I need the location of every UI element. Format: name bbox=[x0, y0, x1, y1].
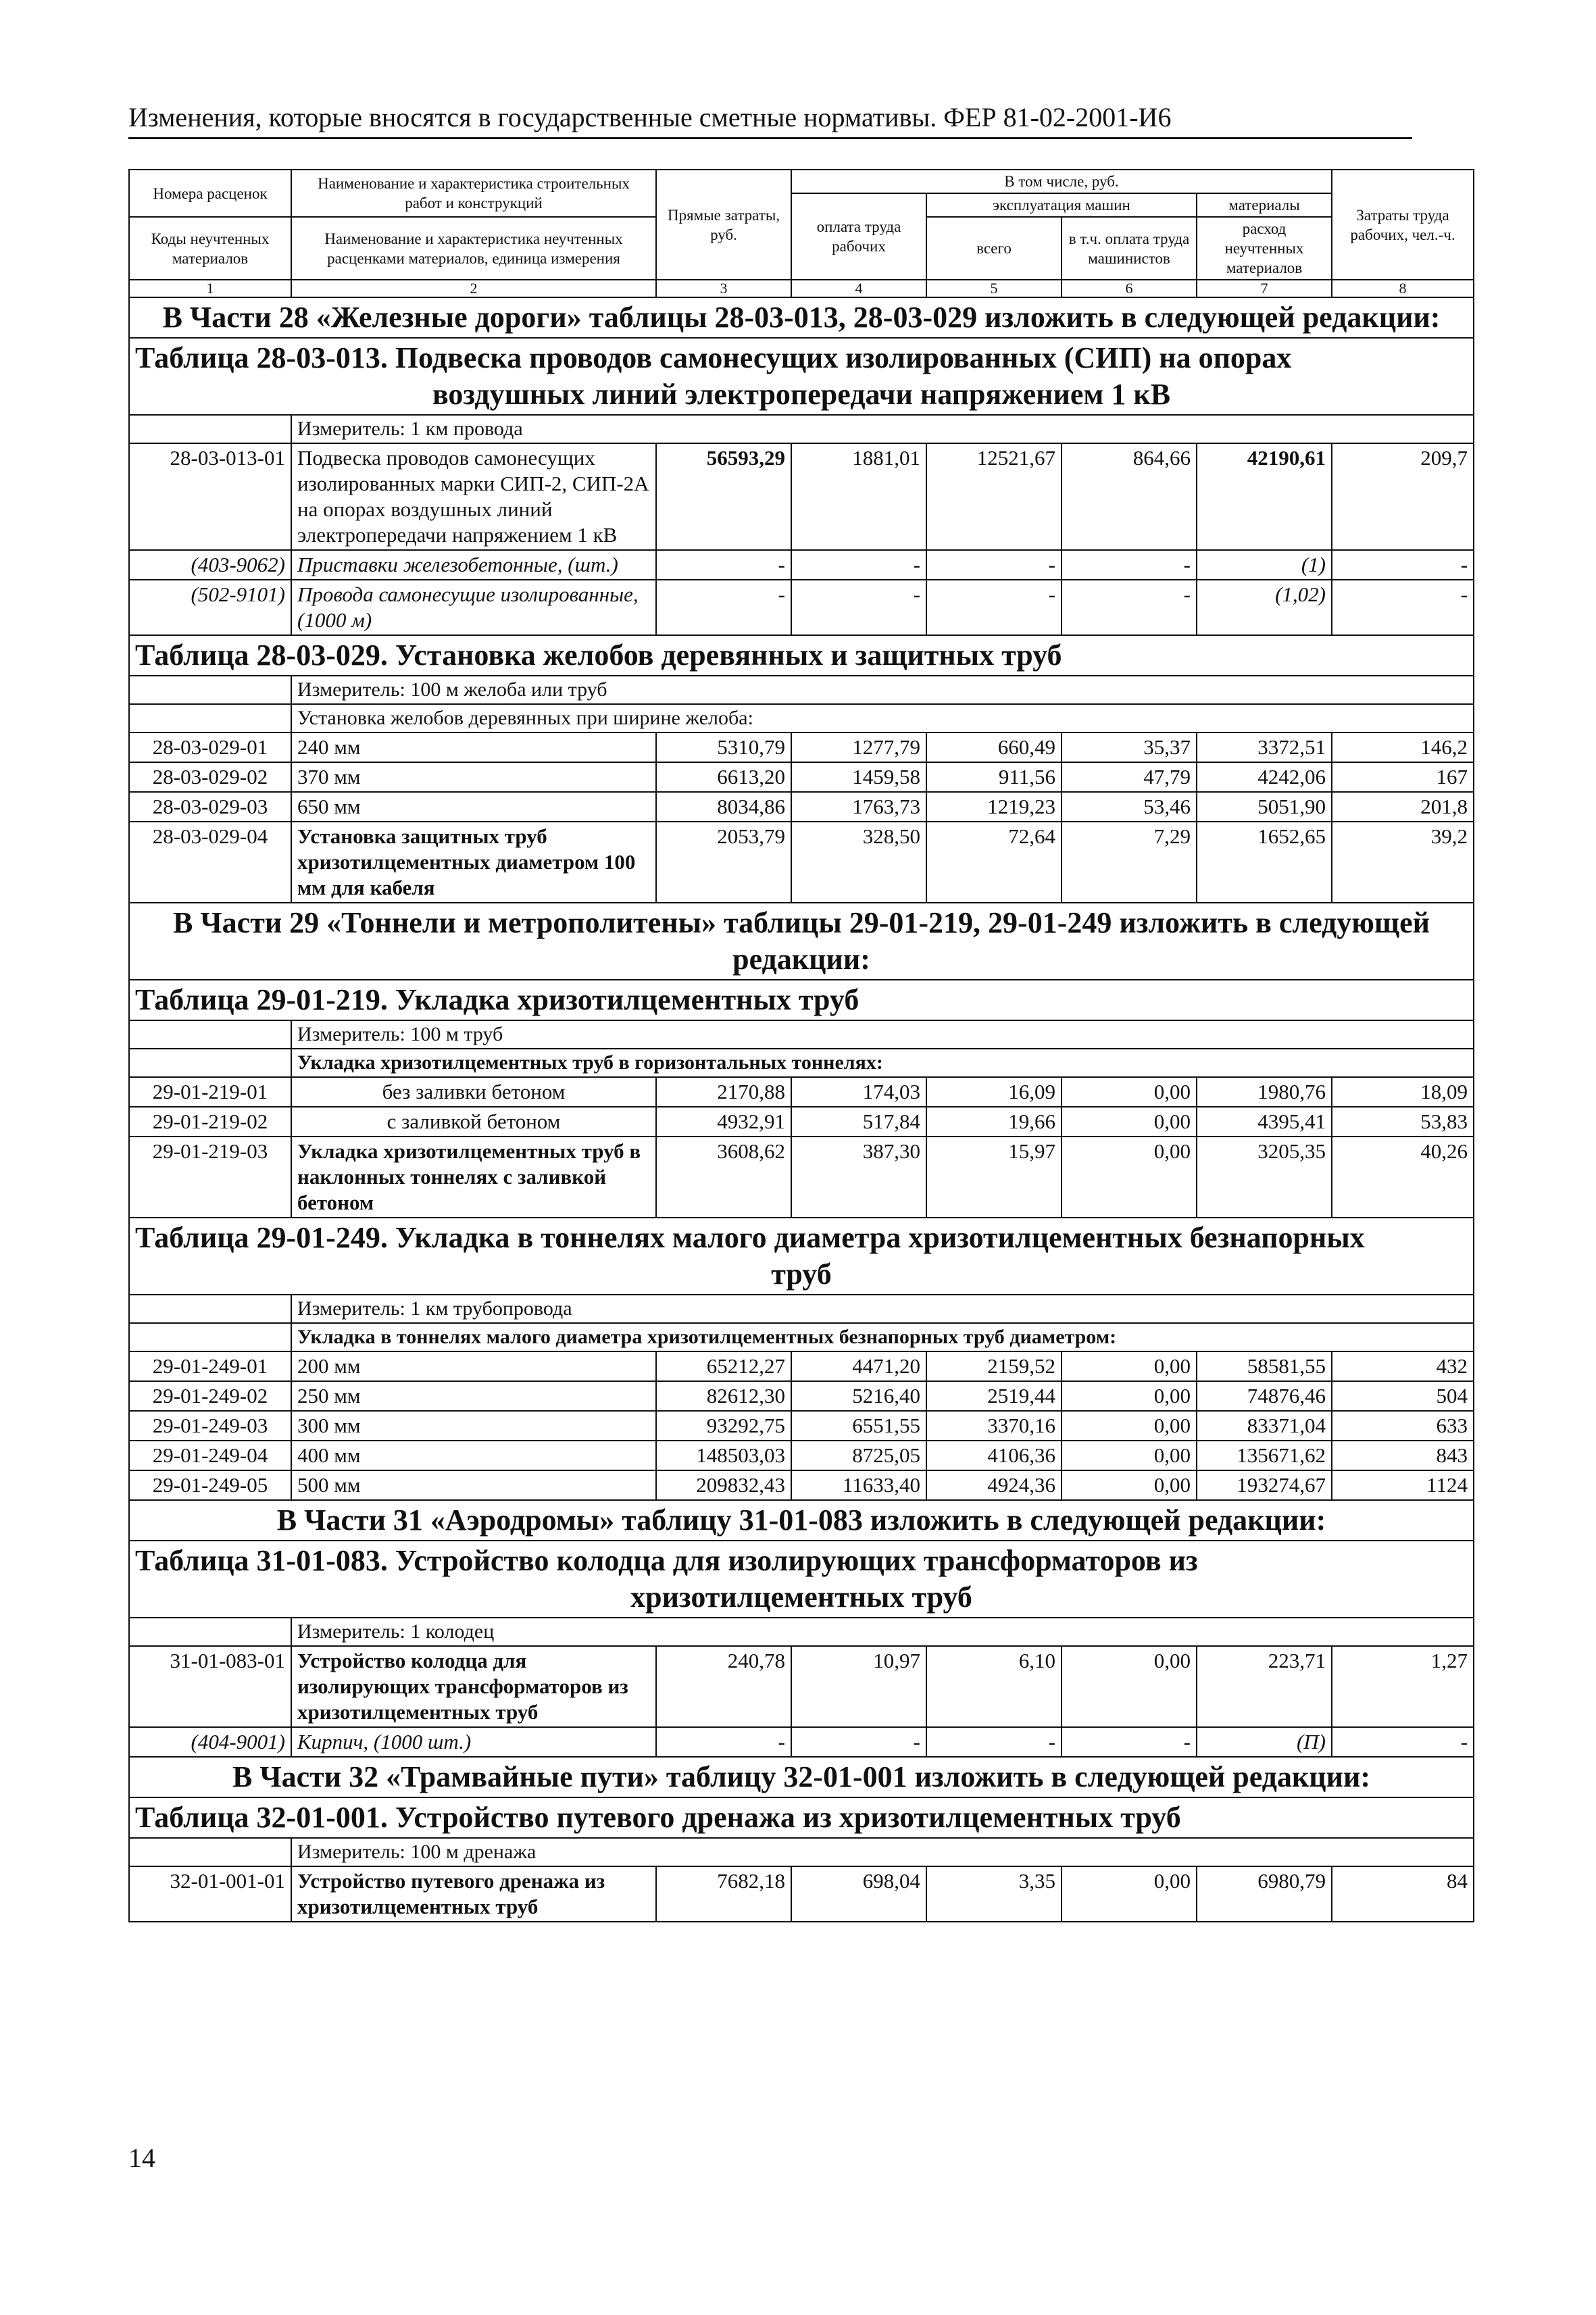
measure-row bbox=[129, 1020, 1474, 1049]
table-title-29-01-249 bbox=[129, 1218, 1474, 1295]
labor-hours: 209,7 bbox=[1332, 443, 1474, 550]
rate-code: 29-01-249-04 bbox=[129, 1441, 291, 1470]
rate-code: 28-03-029-04 bbox=[129, 822, 291, 903]
col-header-labor-hours: Затраты труда рабочих, чел.-ч. bbox=[1332, 170, 1474, 280]
materials-cost: 5051,90 bbox=[1197, 792, 1332, 822]
materials-cost: 83371,04 bbox=[1197, 1411, 1332, 1441]
machines-total: 4106,36 bbox=[926, 1441, 1062, 1470]
materials-cost: 3205,35 bbox=[1197, 1137, 1332, 1218]
materials-cost: 58581,55 bbox=[1197, 1351, 1332, 1381]
page-number: 14 bbox=[128, 2143, 155, 2173]
worker-pay: 174,03 bbox=[791, 1077, 926, 1107]
col-header-including: В том числе, руб. bbox=[791, 170, 1332, 193]
table-title-continuation: хризотилцементных труб bbox=[630, 1580, 972, 1614]
work-name: Устройство путевого дренажа из хризотилцементных труб bbox=[291, 1866, 656, 1922]
work-name: Установка защитных труб хризотилцементных диаметром 100 мм для кабеля bbox=[291, 822, 656, 903]
dash: - bbox=[926, 550, 1062, 580]
rate-code: 31-01-083-01 bbox=[129, 1646, 291, 1727]
table-title-text: Таблица 28-03-013. Подвеска проводов самонесущих изолированных (СИП) на опорах bbox=[135, 341, 1292, 374]
operator-pay: 7,29 bbox=[1062, 822, 1197, 903]
material-code: (404-9001) bbox=[129, 1727, 291, 1757]
machines-total: 6,10 bbox=[926, 1646, 1062, 1727]
work-name: 200 мм bbox=[291, 1351, 656, 1381]
worker-pay: 387,30 bbox=[791, 1137, 926, 1218]
worker-pay: 11633,40 bbox=[791, 1470, 926, 1500]
worker-pay: 8725,05 bbox=[791, 1441, 926, 1470]
work-name: 650 мм bbox=[291, 792, 656, 822]
dash: - bbox=[656, 550, 791, 580]
dash: - bbox=[791, 580, 926, 635]
table-row bbox=[129, 762, 1474, 792]
col-header-rate-numbers: Номера расценок bbox=[129, 170, 291, 217]
measure-row bbox=[129, 1838, 1474, 1866]
header-row-1 bbox=[129, 170, 1474, 193]
machines-total: 4924,36 bbox=[926, 1470, 1062, 1500]
table-title-row bbox=[129, 635, 1474, 676]
measure-unit: Измеритель: 100 м желоба или труб bbox=[291, 676, 1474, 704]
table-title-text: Таблица 29-01-249. Укладка в тоннелях малого диаметра хризотилцементных безнапорных bbox=[135, 1221, 1365, 1254]
table-row bbox=[129, 443, 1474, 550]
worker-pay: 1763,73 bbox=[791, 792, 926, 822]
material-quantity: (1,02) bbox=[1197, 580, 1332, 635]
labor-hours: 432 bbox=[1332, 1351, 1474, 1381]
machines-total: 12521,67 bbox=[926, 443, 1062, 550]
table-row bbox=[129, 1411, 1474, 1441]
dash: - bbox=[656, 1727, 791, 1757]
table-row bbox=[129, 1646, 1474, 1727]
col-header-operator-pay: в т.ч. оплата труда машинистов bbox=[1062, 217, 1197, 280]
section-heading-row bbox=[129, 1757, 1474, 1797]
labor-hours: 84 bbox=[1332, 1866, 1474, 1922]
work-name: 370 мм bbox=[291, 762, 656, 792]
materials-cost: 223,71 bbox=[1197, 1646, 1332, 1727]
section-heading-row bbox=[129, 903, 1474, 980]
rate-code: 29-01-249-05 bbox=[129, 1470, 291, 1500]
materials-cost: 135671,62 bbox=[1197, 1441, 1332, 1470]
dash: - bbox=[791, 550, 926, 580]
table-title-row bbox=[129, 1797, 1474, 1838]
measure-unit: Измеритель: 1 колодец bbox=[291, 1618, 1474, 1646]
measure-unit: Измеритель: 100 м дренажа bbox=[291, 1838, 1474, 1866]
rate-code: 29-01-219-03 bbox=[129, 1137, 291, 1218]
rate-code: 29-01-219-02 bbox=[129, 1107, 291, 1137]
table-row bbox=[129, 1077, 1474, 1107]
materials-cost: 6980,79 bbox=[1197, 1866, 1332, 1922]
worker-pay: 517,84 bbox=[791, 1107, 926, 1137]
table-row bbox=[129, 732, 1474, 762]
dash: - bbox=[926, 580, 1062, 635]
material-quantity: (П) bbox=[1197, 1727, 1332, 1757]
operator-pay: 0,00 bbox=[1062, 1381, 1197, 1411]
labor-hours: 1124 bbox=[1332, 1470, 1474, 1500]
labor-hours: 201,8 bbox=[1332, 792, 1474, 822]
material-code: (502-9101) bbox=[129, 580, 291, 635]
operator-pay: 0,00 bbox=[1062, 1351, 1197, 1381]
rate-code: 28-03-029-01 bbox=[129, 732, 291, 762]
work-name: Укладка хризотилцементных труб в наклонных тоннелях с заливкой бетоном bbox=[291, 1137, 656, 1218]
labor-hours: 167 bbox=[1332, 762, 1474, 792]
table-title-continuation: воздушных линий электропередачи напряжением 1 кВ bbox=[432, 378, 1171, 411]
operator-pay: 35,37 bbox=[1062, 732, 1197, 762]
measure-row bbox=[129, 676, 1474, 704]
dash: - bbox=[1062, 550, 1197, 580]
col-number: 3 bbox=[656, 280, 791, 297]
material-quantity: (1) bbox=[1197, 550, 1332, 580]
direct-costs: 7682,18 bbox=[656, 1866, 791, 1922]
machines-total: 660,49 bbox=[926, 732, 1062, 762]
work-name: 300 мм bbox=[291, 1411, 656, 1441]
labor-hours: 633 bbox=[1332, 1411, 1474, 1441]
dash: - bbox=[791, 1727, 926, 1757]
operator-pay: 53,46 bbox=[1062, 792, 1197, 822]
rate-code: 32-01-001-01 bbox=[129, 1866, 291, 1922]
worker-pay: 1881,01 bbox=[791, 443, 926, 550]
table-title-row bbox=[129, 338, 1474, 415]
col-header-machines: эксплуатация машин bbox=[926, 193, 1197, 217]
labor-hours: 1,27 bbox=[1332, 1646, 1474, 1727]
labor-hours: 504 bbox=[1332, 1381, 1474, 1411]
materials-cost: 1980,76 bbox=[1197, 1077, 1332, 1107]
dash: - bbox=[656, 580, 791, 635]
section-heading-part-32: В Части 32 «Трамвайные пути» таблицу 32-01-001 изложить в следующей редакции: bbox=[129, 1757, 1474, 1797]
table-title-28-03-013 bbox=[129, 338, 1474, 415]
table-title-continuation: труб bbox=[771, 1258, 832, 1291]
labor-hours: 39,2 bbox=[1332, 822, 1474, 903]
table-row bbox=[129, 792, 1474, 822]
material-row bbox=[129, 1727, 1474, 1757]
table-title-row bbox=[129, 1541, 1474, 1618]
dash: - bbox=[926, 1727, 1062, 1757]
work-name: 240 мм bbox=[291, 732, 656, 762]
table-title-29-01-219: Таблица 29-01-219. Укладка хризотилцементных труб bbox=[129, 980, 1474, 1020]
rate-code: 28-03-029-02 bbox=[129, 762, 291, 792]
col-header-worker-pay: оплата труда рабочих bbox=[791, 193, 926, 280]
machines-total: 3370,16 bbox=[926, 1411, 1062, 1441]
direct-costs: 8034,86 bbox=[656, 792, 791, 822]
col-header-direct-costs: Прямые затраты, руб. bbox=[656, 170, 791, 280]
machines-total: 19,66 bbox=[926, 1107, 1062, 1137]
subheading-row bbox=[129, 1049, 1474, 1077]
direct-costs: 4932,91 bbox=[656, 1107, 791, 1137]
work-name: Устройство колодца для изолирующих трансформаторов из хризотилцементных труб bbox=[291, 1646, 656, 1727]
labor-hours: 146,2 bbox=[1332, 732, 1474, 762]
group-subheading: Установка желобов деревянных при ширине желоба: bbox=[291, 704, 1474, 732]
col-number: 2 bbox=[291, 280, 656, 297]
rate-code: 28-03-029-03 bbox=[129, 792, 291, 822]
worker-pay: 4471,20 bbox=[791, 1351, 926, 1381]
materials-cost: 4242,06 bbox=[1197, 762, 1332, 792]
machines-total: 72,64 bbox=[926, 822, 1062, 903]
group-subheading: Укладка хризотилцементных труб в горизонтальных тоннелях: bbox=[291, 1049, 1474, 1077]
direct-costs: 2170,88 bbox=[656, 1077, 791, 1107]
operator-pay: 864,66 bbox=[1062, 443, 1197, 550]
operator-pay: 0,00 bbox=[1062, 1107, 1197, 1137]
machines-total: 2159,52 bbox=[926, 1351, 1062, 1381]
table-row bbox=[129, 1441, 1474, 1470]
table-title-28-03-029: Таблица 28-03-029. Установка желобов деревянных и защитных труб bbox=[129, 635, 1474, 676]
col-header-material-names: Наименование и характеристика неучтенных расценками материалов, единица измерения bbox=[291, 217, 656, 280]
operator-pay: 0,00 bbox=[1062, 1866, 1197, 1922]
rate-code: 29-01-219-01 bbox=[129, 1077, 291, 1107]
measure-row bbox=[129, 415, 1474, 443]
labor-hours: 53,83 bbox=[1332, 1107, 1474, 1137]
operator-pay: 0,00 bbox=[1062, 1470, 1197, 1500]
operator-pay: 0,00 bbox=[1062, 1646, 1197, 1727]
work-name: 250 мм bbox=[291, 1381, 656, 1411]
running-title: Изменения, которые вносятся в государственные сметные нормативы. ФЕР 81-02-2001-И6 bbox=[128, 101, 1412, 139]
machines-total: 3,35 bbox=[926, 1866, 1062, 1922]
dash: - bbox=[1062, 580, 1197, 635]
subheading-row bbox=[129, 704, 1474, 732]
table-title-32-01-001: Таблица 32-01-001. Устройство путевого дренажа из хризотилцементных труб bbox=[129, 1797, 1474, 1838]
measure-unit: Измеритель: 1 км трубопровода bbox=[291, 1295, 1474, 1323]
material-name: Провода самонесущие изолированные, (1000 м) bbox=[291, 580, 656, 635]
section-heading-part-31: В Части 31 «Аэродромы» таблицу 31-01-083 изложить в следующей редакции: bbox=[129, 1500, 1474, 1541]
work-name: с заливкой бетоном bbox=[291, 1107, 656, 1137]
table-row bbox=[129, 1107, 1474, 1137]
direct-costs: 65212,27 bbox=[656, 1351, 791, 1381]
material-row bbox=[129, 580, 1474, 635]
worker-pay: 6551,55 bbox=[791, 1411, 926, 1441]
worker-pay: 1277,79 bbox=[791, 732, 926, 762]
measure-unit: Измеритель: 1 км провода bbox=[291, 415, 1474, 443]
table-row bbox=[129, 1137, 1474, 1218]
operator-pay: 0,00 bbox=[1062, 1077, 1197, 1107]
direct-costs: 240,78 bbox=[656, 1646, 791, 1727]
table-row bbox=[129, 822, 1474, 903]
table-title-row bbox=[129, 980, 1474, 1020]
materials-cost: 193274,67 bbox=[1197, 1470, 1332, 1500]
col-header-unaccounted-materials: расход неучтенных материалов bbox=[1197, 217, 1332, 280]
worker-pay: 328,50 bbox=[791, 822, 926, 903]
subheading-row bbox=[129, 1323, 1474, 1351]
material-code: (403-9062) bbox=[129, 550, 291, 580]
worker-pay: 10,97 bbox=[791, 1646, 926, 1727]
direct-costs: 148503,03 bbox=[656, 1441, 791, 1470]
material-name: Приставки железобетонные, (шт.) bbox=[291, 550, 656, 580]
col-number: 5 bbox=[926, 280, 1062, 297]
rate-code: 28-03-013-01 bbox=[129, 443, 291, 550]
measure-row bbox=[129, 1295, 1474, 1323]
work-name: 400 мм bbox=[291, 1441, 656, 1470]
column-numbers-row bbox=[129, 280, 1474, 297]
dash: - bbox=[1062, 1727, 1197, 1757]
machines-total: 1219,23 bbox=[926, 792, 1062, 822]
rates-table bbox=[128, 169, 1474, 1922]
labor-hours: 18,09 bbox=[1332, 1077, 1474, 1107]
direct-costs: 82612,30 bbox=[656, 1381, 791, 1411]
rate-code: 29-01-249-01 bbox=[129, 1351, 291, 1381]
materials-cost: 74876,46 bbox=[1197, 1381, 1332, 1411]
rate-code: 29-01-249-03 bbox=[129, 1411, 291, 1441]
col-number: 1 bbox=[129, 280, 291, 297]
table-title-text: Таблица 31-01-083. Устройство колодца для изолирующих трансформаторов из bbox=[135, 1544, 1198, 1577]
direct-costs: 2053,79 bbox=[656, 822, 791, 903]
dash: - bbox=[1332, 580, 1474, 635]
table-row bbox=[129, 1866, 1474, 1922]
group-subheading: Укладка в тоннелях малого диаметра хризотилцементных безнапорных труб диаметром: bbox=[291, 1323, 1474, 1351]
worker-pay: 5216,40 bbox=[791, 1381, 926, 1411]
operator-pay: 0,00 bbox=[1062, 1441, 1197, 1470]
col-header-materials: материалы bbox=[1197, 193, 1332, 217]
col-number: 8 bbox=[1332, 280, 1474, 297]
col-number: 6 bbox=[1062, 280, 1197, 297]
operator-pay: 0,00 bbox=[1062, 1137, 1197, 1218]
materials-cost: 1652,65 bbox=[1197, 822, 1332, 903]
machines-total: 911,56 bbox=[926, 762, 1062, 792]
labor-hours: 843 bbox=[1332, 1441, 1474, 1470]
work-name: Подвеска проводов самонесущих изолированных марки СИП-2, СИП-2А на опорах воздушных линий электропередачи напряжением 1 кВ bbox=[291, 443, 656, 550]
col-number: 4 bbox=[791, 280, 926, 297]
section-heading-row bbox=[129, 297, 1474, 338]
table-row bbox=[129, 1470, 1474, 1500]
direct-costs: 56593,29 bbox=[656, 443, 791, 550]
machines-total: 15,97 bbox=[926, 1137, 1062, 1218]
materials-cost: 42190,61 bbox=[1197, 443, 1332, 550]
table-row bbox=[129, 1381, 1474, 1411]
measure-unit: Измеритель: 100 м труб bbox=[291, 1020, 1474, 1049]
dash: - bbox=[1332, 550, 1474, 580]
measure-row bbox=[129, 1618, 1474, 1646]
section-heading-part-28: В Части 28 «Железные дороги» таблицы 28-03-013, 28-03-029 изложить в следующей редакции: bbox=[129, 297, 1474, 338]
direct-costs: 5310,79 bbox=[656, 732, 791, 762]
direct-costs: 209832,43 bbox=[656, 1470, 791, 1500]
materials-cost: 4395,41 bbox=[1197, 1107, 1332, 1137]
rate-code: 29-01-249-02 bbox=[129, 1381, 291, 1411]
dash: - bbox=[1332, 1727, 1474, 1757]
work-name: 500 мм bbox=[291, 1470, 656, 1500]
direct-costs: 6613,20 bbox=[656, 762, 791, 792]
operator-pay: 0,00 bbox=[1062, 1411, 1197, 1441]
labor-hours: 40,26 bbox=[1332, 1137, 1474, 1218]
section-heading-part-29: В Части 29 «Тоннели и метрополитены» таблицы 29-01-219, 29-01-249 изложить в следующей редакции: bbox=[129, 903, 1474, 980]
machines-total: 16,09 bbox=[926, 1077, 1062, 1107]
col-header-work-name: Наименование и характеристика строительных работ и конструкций bbox=[291, 170, 656, 217]
section-heading-row bbox=[129, 1500, 1474, 1541]
col-header-machines-total: всего bbox=[926, 217, 1062, 280]
material-row bbox=[129, 550, 1474, 580]
direct-costs: 3608,62 bbox=[656, 1137, 791, 1218]
machines-total: 2519,44 bbox=[926, 1381, 1062, 1411]
table-title-row bbox=[129, 1218, 1474, 1295]
worker-pay: 698,04 bbox=[791, 1866, 926, 1922]
table-row bbox=[129, 1351, 1474, 1381]
operator-pay: 47,79 bbox=[1062, 762, 1197, 792]
direct-costs: 93292,75 bbox=[656, 1411, 791, 1441]
table-title-31-01-083 bbox=[129, 1541, 1474, 1618]
material-name: Кирпич, (1000 шт.) bbox=[291, 1727, 656, 1757]
col-header-material-codes: Коды неучтенных материалов bbox=[129, 217, 291, 280]
col-number: 7 bbox=[1197, 280, 1332, 297]
materials-cost: 3372,51 bbox=[1197, 732, 1332, 762]
worker-pay: 1459,58 bbox=[791, 762, 926, 792]
work-name: без заливки бетоном bbox=[291, 1077, 656, 1107]
